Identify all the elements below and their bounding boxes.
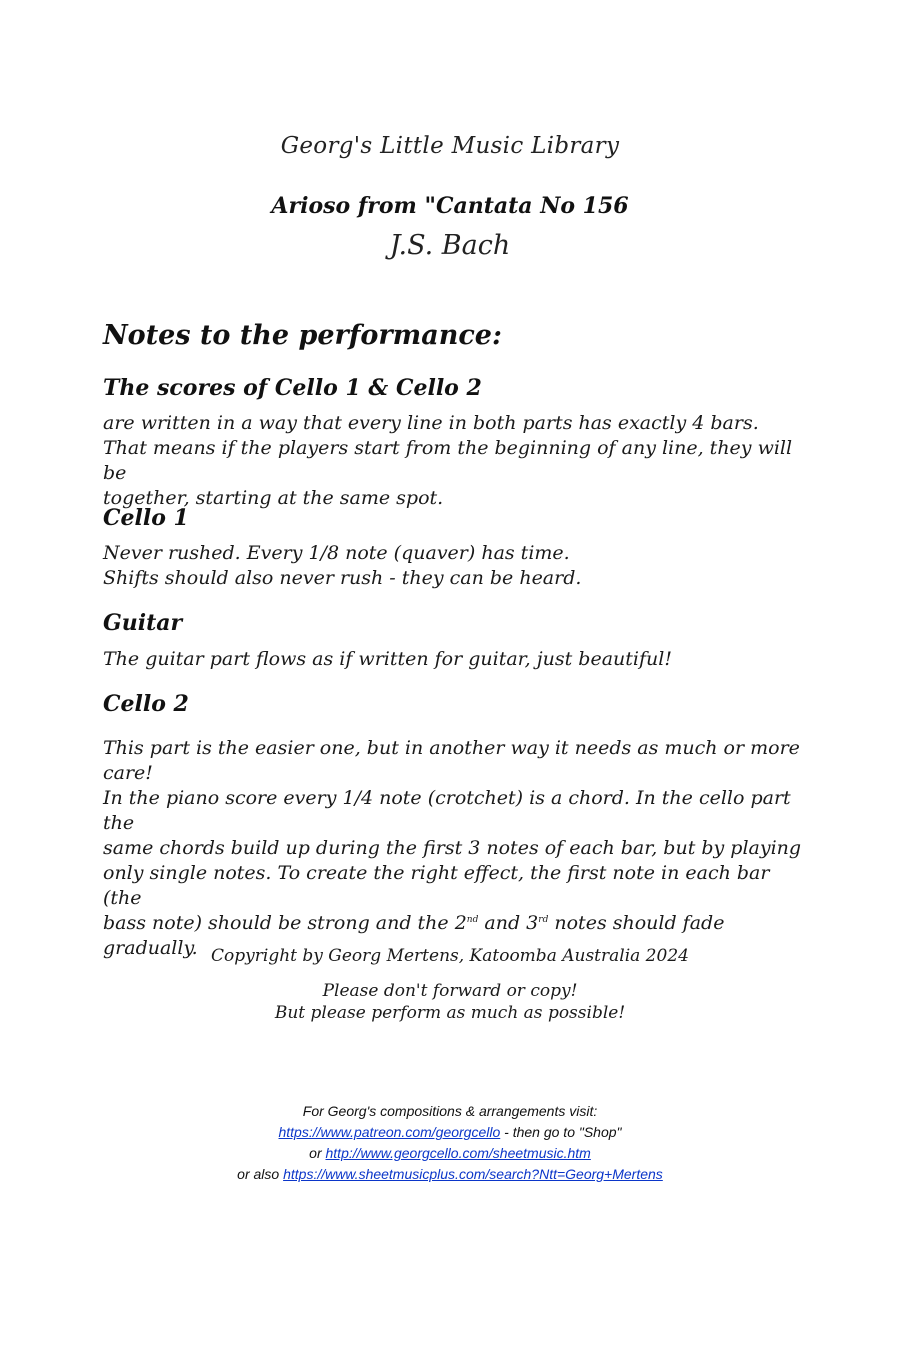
scores-heading: The scores of Cello 1 & Cello 2 [103,375,482,401]
georgcello-line [0,1143,900,1164]
cello2-line-2: care! [103,762,153,784]
cello2-heading: Cello 2 [103,691,189,717]
sheetmusicplus-link[interactable]: https://www.sheetmusicplus.com/search?Ntt=Georg+Mertens [283,1166,663,1182]
cello2-line-5: only single notes. To create the right effect, the first note in each bar (the [103,862,770,909]
library-name: Georg's Little Music Library [280,133,620,159]
scores-line-3: together, starting at the same spot. [103,487,444,509]
superscript-rd: rd [538,915,549,925]
cello1-text [103,541,803,591]
no-forward-note: Please don't forward or copy! [322,981,578,1001]
or-label: or [309,1145,326,1161]
scores-line-2: That means if the players start from the beginning of any line, they will be [103,437,793,484]
sheetmusicplus-line [0,1164,900,1185]
cello2-line-1: This part is the easier one, but in another way it needs as much or more [103,737,800,759]
copyright-notice: Copyright by Georg Mertens, Katoomba Australia 2024 [211,946,689,966]
cello2-line-6-part-3: notes should fade gradually. [103,912,725,959]
footer-notes [0,980,900,1024]
patreon-line [0,1122,900,1143]
composer-name: J.S. Bach [389,230,511,261]
patreon-link[interactable]: https://www.patreon.com/georgcello [278,1124,501,1140]
cello2-text [103,736,803,961]
notes-heading: Notes to the performance: [103,320,502,351]
guitar-line-1: The guitar part flows as if written for guitar, just beautiful! [103,648,672,670]
guitar-heading: Guitar [103,610,183,636]
cello2-line-4: same chords build up during the first 3 notes of each bar, but by playing [103,837,802,859]
cello2-line-6-part-2: and 3 [478,912,539,934]
patreon-suffix: - then go to "Shop" [500,1124,622,1140]
cello2-line-6-part-1: bass note) should be strong and the 2 [103,912,467,934]
perform-note: But please perform as much as possible! [274,1003,626,1023]
scores-text [103,411,803,511]
georgcello-link[interactable]: http://www.georgcello.com/sheetmusic.htm [325,1145,591,1161]
cello2-line-3: In the piano score every 1/4 note (crotchet) is a chord. In the cello part the [103,787,791,834]
visit-links [0,1101,900,1185]
or-also-label: or also [237,1166,284,1182]
superscript-nd: nd [466,915,479,925]
piece-title: Arioso from "Cantata No 156 [271,193,629,219]
cello1-line-1: Never rushed. Every 1/8 note (quaver) has time. [103,542,570,564]
cello1-heading: Cello 1 [103,505,189,531]
cello1-line-2: Shifts should also never rush - they can be heard. [103,567,582,589]
scores-line-1: are written in a way that every line in both parts has exactly 4 bars. [103,412,759,434]
visit-intro: For Georg's compositions & arrangements visit: [302,1103,598,1119]
guitar-text [103,647,803,672]
